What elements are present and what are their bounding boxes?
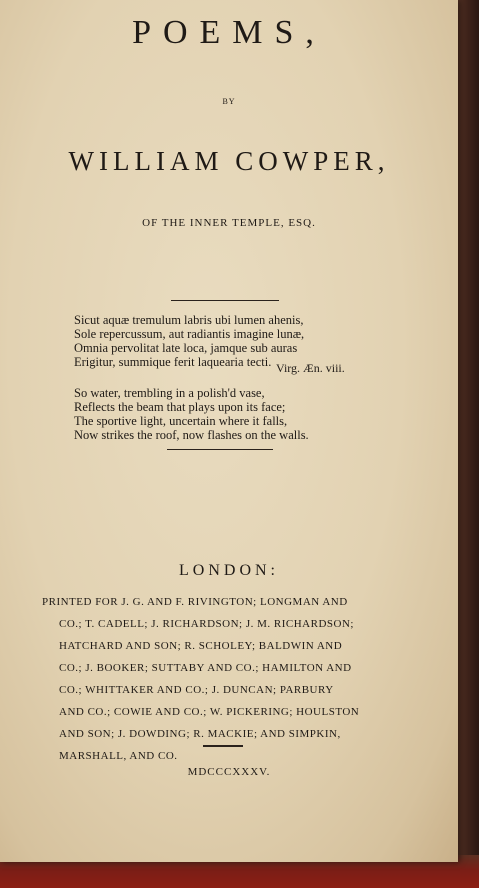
epigraph-english-line: So water, trembling in a polish'd vase, <box>74 386 265 400</box>
epigraph-english-line: Now strikes the roof, now flashes on the walls. <box>74 428 309 442</box>
epigraph-latin-line: Sole repercussum, aut radiantis imagine lunæ, <box>74 327 305 341</box>
by-line: BY <box>222 97 236 106</box>
epigraph-attribution: Virg. Æn. viii. <box>276 361 345 375</box>
epigraph-english-line: The sportive light, uncertain where it falls, <box>74 414 288 428</box>
divider-bottom <box>203 745 243 747</box>
epigraph-latin-line: Erigitur, summique ferit laquearia tecti. <box>74 355 272 369</box>
publication-place: LONDON: <box>179 562 279 579</box>
imprint-line: CO.; J. BOOKER; SUTTABY AND CO.; HAMILTON AND <box>59 662 352 674</box>
book-edge <box>455 0 479 888</box>
book-title: POEMS, <box>132 14 326 51</box>
imprint-line: AND CO.; COWIE AND CO.; W. PICKERING; HOULSTON <box>59 706 360 718</box>
epigraph-english <box>74 386 309 442</box>
divider-middle <box>167 449 273 450</box>
epigraph-english-line: Reflects the beam that plays upon its face; <box>74 400 286 414</box>
imprint-line: CO.; WHITTAKER AND CO.; J. DUNCAN; PARBURY <box>59 684 334 696</box>
author-affiliation: OF THE INNER TEMPLE, ESQ. <box>142 217 316 229</box>
epigraph-latin <box>74 313 304 369</box>
epigraph-latin-line: Sicut aquæ tremulum labris ubi lumen ahenis, <box>74 313 304 327</box>
imprint-line: CO.; T. CADELL; J. RICHARDSON; J. M. RICHARDSON; <box>59 618 354 630</box>
imprint-line: MARSHALL, AND CO. <box>59 750 178 762</box>
epigraph-latin-line: Omnia pervolitat late loca, jamque sub auras <box>74 341 298 355</box>
imprint-line: HATCHARD AND SON; R. SCHOLEY; BALDWIN AND <box>59 640 343 652</box>
imprint-line: PRINTED FOR J. G. AND F. RIVINGTON; LONGMAN AND <box>42 596 348 608</box>
publisher-imprint <box>42 591 408 767</box>
author-name: WILLIAM COWPER, <box>68 146 390 176</box>
publication-date: MDCCCXXXV. <box>187 766 271 778</box>
imprint-line: AND SON; J. DOWDING; R. MACKIE; AND SIMPKIN, <box>59 728 341 740</box>
divider-top <box>171 300 279 301</box>
